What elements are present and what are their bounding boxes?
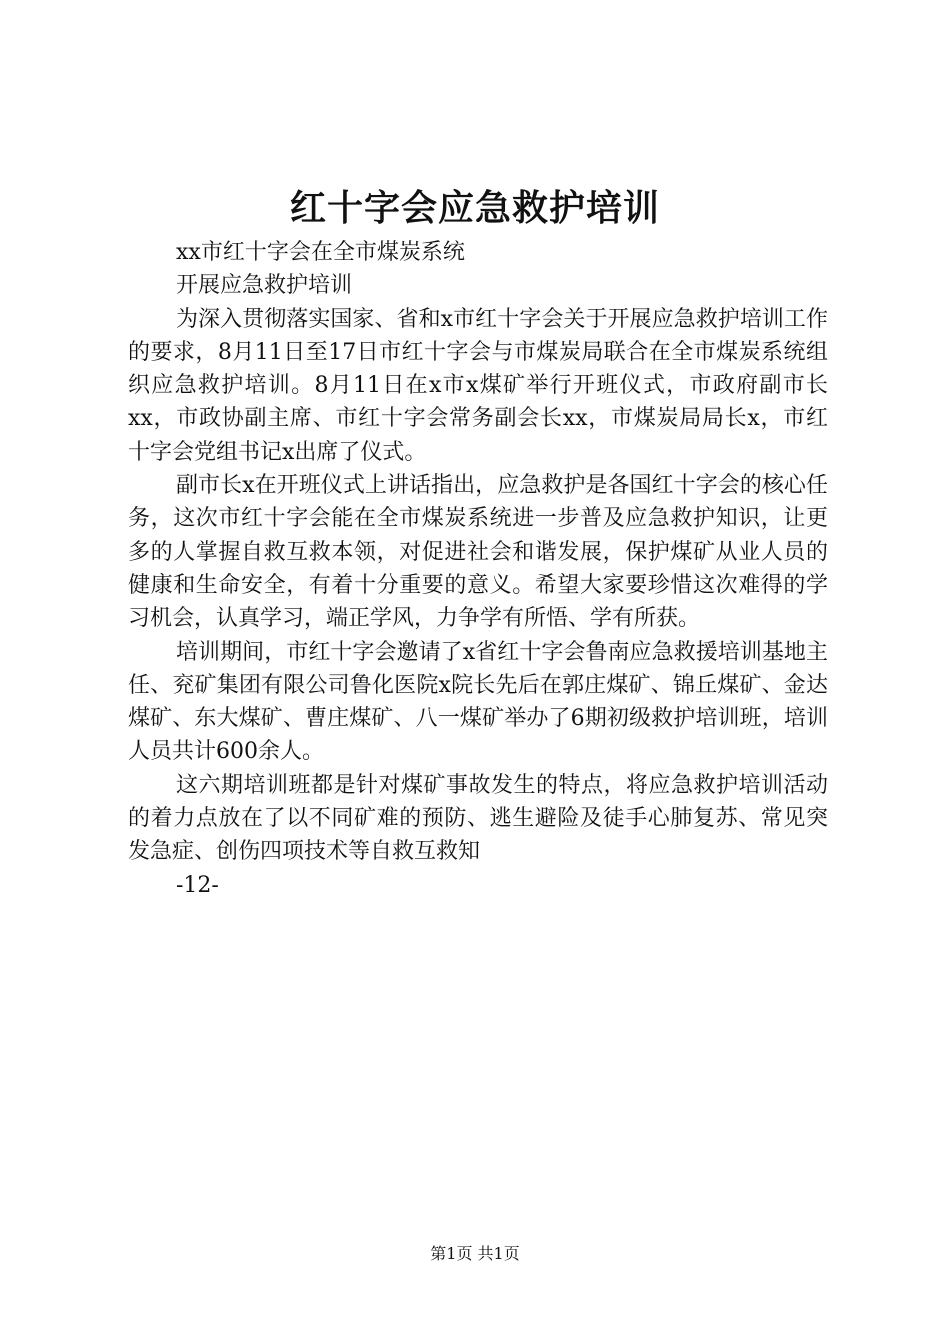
page-footer: 第1页 共1页 [430,1244,520,1263]
paragraph-4: 这六期培训班都是针对煤矿事故发生的特点，将应急救护培训活动的着力点放在了以不同矿难的预防、逃生避险及徒手心肺复苏、常见突发急症、创伤四项技术等自救互救知 [128,772,828,865]
document-title: 红十字会应急救护培训 [289,187,660,229]
paragraph-2: 副市长x在开班仪式上讲话指出，应急救护是各国红十字会的核心任务，这次市红十字会能在全市煤炭系统进一步普及应急救护知识，让更多的人掌握自救互救本领，对促进社会和谐发展，保护煤矿从业人员的健康和生命安全，有着十分重要的意义。希望大家要珍惜这次难得的学习机会，认真学习，端正学风，力争学有所悟、学有所获。 [128,473,828,632]
document-body [128,236,828,902]
paragraph-1: 为深入贯彻落实国家、省和x市红十字会关于开展应急救护培训工作的要求，8月11日至17日市红十字会与市煤炭局联合在全市煤炭系统组织应急救护培训。8月11日在x市x煤矿举行开班仪式，市政府副市长xx，市政协副主席、市红十字会常务副会长xx，市煤炭局局长x，市红十字会党组书记x出席了仪式。 [128,306,828,465]
subtitle-line-2: 开展应急救护培训 [176,273,353,299]
page-marker: -12- [176,872,219,898]
subtitle-line-1: xx市红十字会在全市煤炭系统 [176,240,465,265]
paragraph-3: 培训期间，市红十字会邀请了x省红十字会鲁南应急救援培训基地主任、兖矿集团有限公司鲁化医院x院长先后在郭庄煤矿、锦丘煤矿、金达煤矿、东大煤矿、曹庄煤矿、八一煤矿举办了6期初级救护培训班，培训人员共计600余人。 [128,639,828,765]
